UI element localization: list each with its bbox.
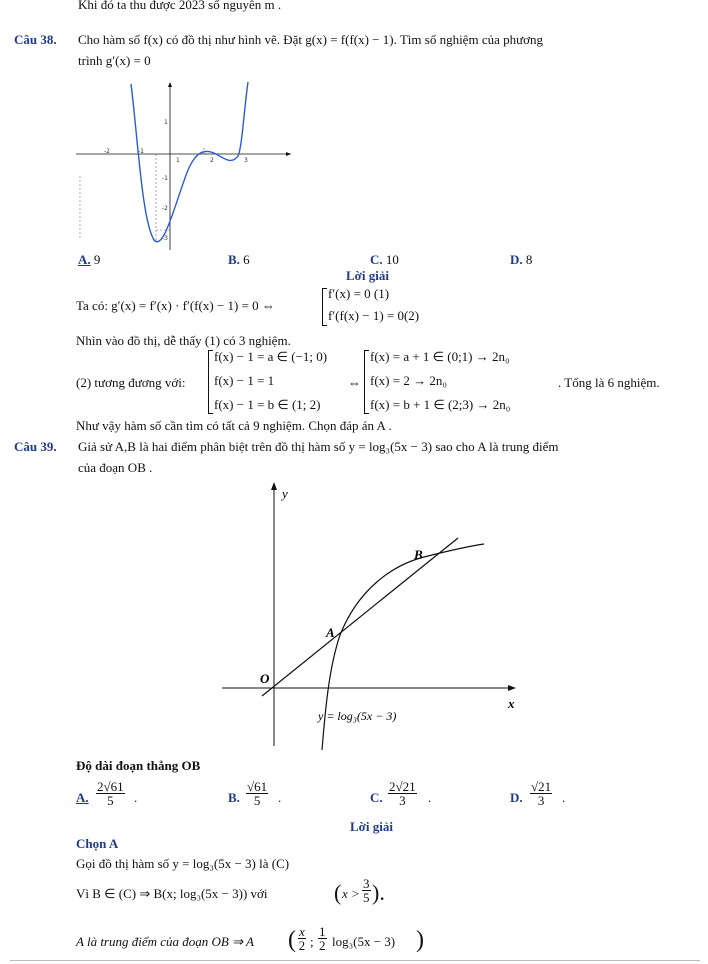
q38-x-tick: -2 bbox=[104, 148, 110, 155]
q38-step-3-left-1: f(x) − 1 = a ∈ (−1; 0) bbox=[214, 349, 328, 364]
q38-y-tick: -3 bbox=[162, 235, 168, 242]
q38-step-3-iff: ⇔ bbox=[348, 375, 361, 390]
fraction-numerator: 2√21 bbox=[389, 779, 416, 794]
q38-x-tick: 2 bbox=[210, 157, 214, 164]
option-value: 10 bbox=[385, 252, 399, 267]
fraction-numerator: √21 bbox=[531, 779, 552, 794]
option-value: 9 bbox=[93, 252, 101, 267]
q38-step-4: Như vậy hàm số cần tìm có tất cả 9 nghiệm. Chọn đáp án A . bbox=[76, 418, 392, 433]
q38-step-3-right-2: f(x) = 2 → 2n₀ bbox=[370, 373, 447, 388]
q38-option-c[interactable] bbox=[370, 252, 399, 268]
q38-solution-title: Lời giải bbox=[346, 268, 389, 283]
q39-line-3-fraction-2 bbox=[318, 925, 327, 952]
option-letter: A. bbox=[78, 252, 91, 267]
fraction-denominator: 3 bbox=[399, 793, 406, 808]
q38-option-a[interactable] bbox=[78, 252, 100, 268]
q38-step-1-case-1: f′(x) = 0 (1) bbox=[328, 286, 390, 301]
q38-x-tick: 1 bbox=[176, 157, 180, 164]
footer-rule bbox=[10, 960, 700, 961]
q39-x-label: x bbox=[508, 696, 515, 711]
q38-y-tick: -1 bbox=[162, 175, 168, 182]
q38-step-3-left-bracket bbox=[208, 350, 213, 414]
q39-label: Câu 39. bbox=[14, 439, 57, 454]
q39-line-2-paren-close: ). bbox=[372, 880, 385, 905]
q38-step-3-right-bracket bbox=[364, 350, 369, 414]
q39-line-3-paren-open: ( bbox=[288, 927, 296, 953]
option-fraction bbox=[96, 780, 125, 807]
q38-y-tick: 1 bbox=[164, 119, 168, 126]
q39-stem-2: của đoạn OB . bbox=[78, 460, 153, 475]
q38-x-tick: 3 bbox=[244, 157, 248, 164]
q39-curve-label: y = log₃(5x − 3) bbox=[318, 709, 397, 723]
q39-line-2-text: Vì B ∈ (C) ⇒ B(x; log₃(5x − 3)) với bbox=[76, 886, 268, 901]
q38-curve bbox=[131, 82, 248, 242]
q38-step-3-left-3: f(x) − 1 = b ∈ (1; 2) bbox=[214, 397, 321, 412]
q39-origin-label: O bbox=[260, 671, 270, 686]
option-letter: C. bbox=[370, 252, 383, 267]
option-fraction bbox=[246, 780, 268, 807]
q39-y-arrow bbox=[271, 482, 277, 490]
option-letter: D. bbox=[510, 790, 523, 805]
q38-x-tick: -1 bbox=[138, 148, 144, 155]
q38-option-b[interactable] bbox=[228, 252, 250, 268]
q38-step-2: Nhìn vào đồ thị, dễ thấy (1) có 3 nghiệm. bbox=[76, 333, 291, 348]
q38-step-3-total: . Tổng là 6 nghiệm. bbox=[558, 375, 660, 390]
header-line: Khi đó ta thu được 2023 số nguyên m . bbox=[78, 0, 282, 12]
q38-label: Câu 38. bbox=[14, 32, 57, 47]
q39-stem-1: Giả sử A,B là hai điểm phân biệt trên đồ thị hàm số y = log₃(5x − 3) sao cho A là trung điểm bbox=[78, 439, 559, 454]
q39-line-3-sep: ; bbox=[310, 934, 314, 949]
q38-option-d[interactable] bbox=[510, 252, 532, 268]
q39-line-3 bbox=[76, 924, 436, 962]
q39-x-arrow bbox=[508, 685, 516, 691]
q39-line-1: Gọi đồ thị hàm số y = log₃(5x − 3) là (C) bbox=[76, 856, 290, 871]
fraction-numerator: 2√61 bbox=[97, 779, 124, 794]
fraction-denominator: 5 bbox=[253, 793, 261, 808]
q39-line-2-paren-open: ( bbox=[334, 880, 342, 905]
q38-stem-1: Cho hàm số f(x) có đồ thị như hình vẽ. Đặt g(x) = f(f(x) − 1). Tìm số nghiệm của phương bbox=[78, 32, 544, 47]
q39-choose: Chọn A bbox=[76, 836, 119, 851]
q39-line-2 bbox=[76, 876, 385, 914]
q39-graph bbox=[222, 480, 522, 750]
q38-y-tick: -2 bbox=[162, 205, 168, 212]
fraction-denominator: 5 bbox=[107, 793, 114, 808]
fraction-numerator: 1 bbox=[319, 924, 326, 939]
q38-x-arrow bbox=[286, 152, 291, 156]
fraction-denominator: 5 bbox=[363, 890, 370, 905]
q39-line-3-text: A là trung điểm của đoạn OB ⇒ A bbox=[76, 934, 254, 949]
option-letter: D. bbox=[510, 252, 523, 267]
q39-point-a-label: A bbox=[326, 625, 335, 640]
fraction-denominator: 2 bbox=[319, 938, 326, 953]
option-letter: B. bbox=[228, 790, 240, 805]
q39-line-2-fraction bbox=[362, 877, 371, 904]
option-letter: A. bbox=[76, 790, 89, 805]
fraction-numerator: 3 bbox=[363, 876, 370, 891]
q38-step-1: Ta có: g′(x) = f′(x) · f′(f(x) − 1) = 0 ⇔ bbox=[76, 298, 275, 313]
q38-stem-2: trình g′(x) = 0 bbox=[78, 53, 151, 68]
q39-line-ob bbox=[262, 538, 458, 696]
option-value: 8 bbox=[525, 252, 533, 267]
q39-line-3-fraction-1 bbox=[298, 925, 306, 952]
q38-step-3-right-3: f(x) = b + 1 ∈ (2;3) → 2n₀ bbox=[370, 397, 511, 412]
q38-step-1-case-2: f′(f(x) − 1) = 0(2) bbox=[328, 308, 420, 323]
option-letter: C. bbox=[370, 790, 383, 805]
q39-line-3-paren-close: ) bbox=[416, 927, 424, 953]
option-fraction bbox=[388, 780, 417, 807]
q38-step-3-prefix: (2) tương đương với: bbox=[76, 375, 186, 390]
q39-solution-title: Lời giải bbox=[350, 819, 393, 834]
q39-point-b-label: B bbox=[414, 547, 423, 562]
q38-step-1-bracket bbox=[322, 288, 327, 326]
q39-line-3-tail: log₃(5x − 3) bbox=[332, 934, 396, 949]
q39-question: Độ dài đoạn thẳng OB bbox=[76, 758, 201, 773]
fraction-denominator: 3 bbox=[537, 793, 545, 808]
q39-line-2-cond: x > bbox=[342, 886, 360, 901]
fraction-numerator: x bbox=[299, 924, 305, 939]
q38-graph bbox=[76, 80, 296, 252]
option-value: 6 bbox=[243, 252, 250, 267]
fraction-denominator: 2 bbox=[298, 938, 306, 953]
option-letter: B. bbox=[228, 252, 240, 267]
fraction-numerator: √61 bbox=[247, 779, 268, 794]
q38-y-arrow bbox=[168, 82, 172, 87]
q38-step-3-left-2: f(x) − 1 = 1 bbox=[214, 373, 275, 388]
q39-y-label: y bbox=[282, 486, 288, 501]
option-fraction bbox=[530, 780, 552, 807]
q38-step-3-right-1: f(x) = a + 1 ∈ (0;1) → 2n₀ bbox=[370, 349, 510, 364]
